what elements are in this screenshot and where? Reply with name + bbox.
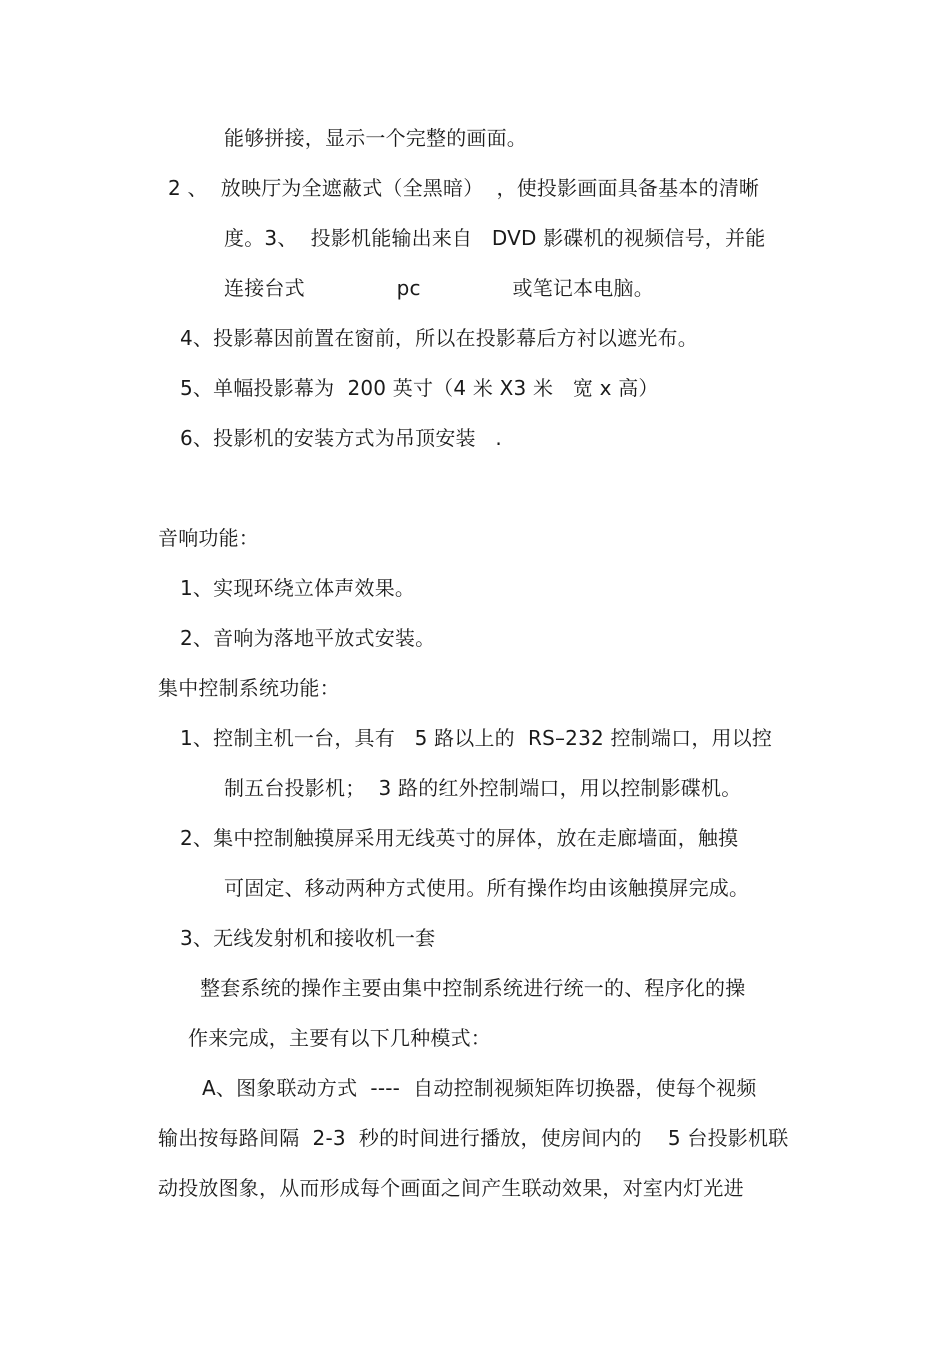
text-line-9: 1、实现环绕立体声效果。 [180,576,416,600]
text-line-7: 6、投影机的安装方式为吊顶安装 . [180,426,502,450]
text-line-12: 1、控制主机一台，具有 5 路以上的 RS–232 控制端口，用以控 [180,726,773,750]
text-line-15: 可固定、移动两种方式使用。所有操作均由该触摸屏完成。 [224,876,750,900]
text-line-1: 能够拼接，显示一个完整的画面。 [224,126,527,150]
text-line-16: 3、无线发射机和接收机一套 [180,926,436,950]
text-line-14: 2、集中控制触摸屏采用无线英寸的屏体，放在走廊墙面，触摸 [180,826,739,850]
text-line-20: 输出按每路间隔 2-3 秒的时间进行播放，使房间内的 5 台投影机联 [158,1126,789,1150]
text-line-2: 2 、 放映厅为全遮蔽式（全黑暗） ，使投影画面具备基本的清晰 [168,176,760,200]
section-heading-control: 集中控制系统功能： [158,676,340,700]
text-line-10: 2、音响为落地平放式安装。 [180,626,436,650]
text-line-4: 连接台式 pc 或笔记本电脑。 [224,276,654,300]
text-line-13: 制五台投影机； 3 路的红外控制端口，用以控制影碟机。 [224,776,742,800]
text-line-19: A、图象联动方式 ---- 自动控制视频矩阵切换器，使每个视频 [202,1076,757,1100]
text-line-3: 度。3、 投影机能输出来自 DVD 影碟机的视频信号，并能 [224,226,766,250]
section-heading-audio: 音响功能： [158,526,259,550]
text-line-5: 4、投影幕因前置在窗前，所以在投影幕后方衬以遮光布。 [180,326,698,350]
text-line-21: 动投放图象，从而形成每个画面之间产生联动效果，对室内灯光进 [158,1176,744,1200]
text-line-18: 作来完成，主要有以下几种模式： [188,1026,491,1050]
text-line-17: 整套系统的操作主要由集中控制系统进行统一的、程序化的操 [200,976,746,1000]
text-line-6: 5、单幅投影幕为 200 英寸（4 米 X3 米 宽 x 高） [180,376,659,400]
